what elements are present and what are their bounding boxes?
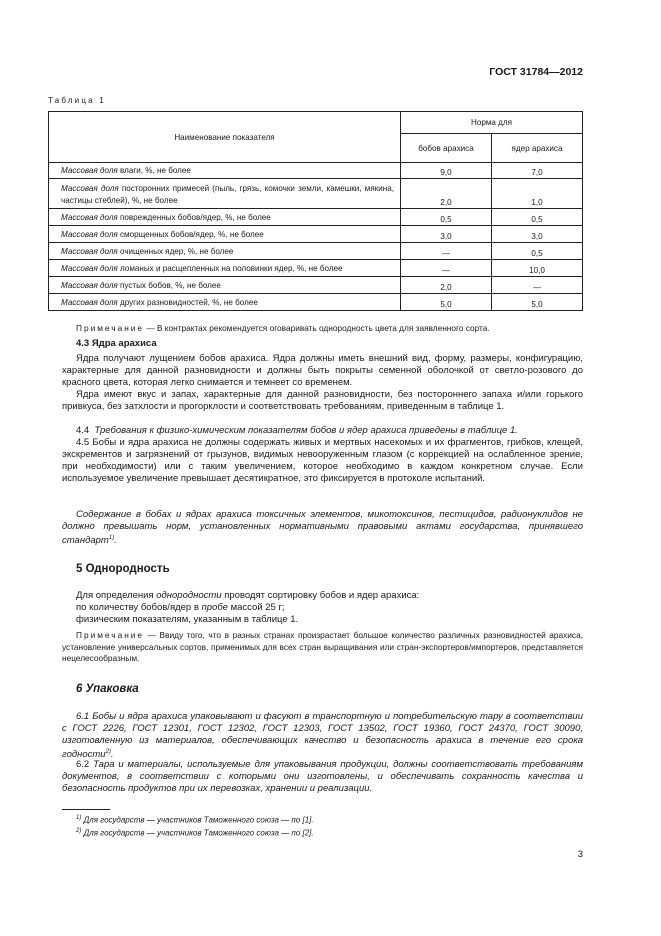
footnote-divider (62, 809, 110, 810)
table-note: Примечание — В контрактах рекомендуется оговаривать однородность цвета для заявленного сорта. (76, 323, 490, 333)
column-header-norm: Норма для (401, 112, 583, 134)
paragraph-4-4: 4.4 Требования к физико-химическим показателям бобов и ядер арахиса приведены в таблице 1. (76, 425, 518, 436)
footnote-1: $^{1)}$ Для государств — участников Таможенного союза — по [1]. (76, 815, 314, 825)
paragraph-6-2: 6.2 Тара и материалы, используемые для упаковывания продукции, должны соответствовать требованиям документов, в соответствии с которыми они изготовлены, и обеспечивать сохранность качества и безопасность продуктов при их перевозках, хранении и реализации. (62, 759, 583, 794)
section-6-heading: 6 Упаковка (76, 683, 139, 695)
section-4-3-heading: 4.3 Ядра арахиса (76, 338, 157, 349)
page-number: 3 (577, 849, 583, 860)
table-row: Массовая доля поврежденных бобов/ядер, %, не более 0,5 0,5 (49, 209, 583, 226)
table-caption: Таблица 1 (48, 96, 106, 105)
column-header-kernels: ядер арахиса (492, 134, 583, 163)
section-5-heading: 5 Однородность (76, 563, 170, 575)
table-row: Массовая доля пустых бобов, %, не более 2,0 — (49, 277, 583, 294)
column-header-beans: бобов арахиса (401, 134, 492, 163)
requirements-table (48, 111, 583, 311)
table-row: Массовая доля влаги, %, не более 9,0 7,0 (49, 163, 583, 179)
paragraph-4-3-2: Ядра имеют вкус и запах, характерные для данной разновидности, без постороннего запаха и/или горького привкуса, без затхлости и прогорклости и соответствовать требованиям, приведенным в таблице 1. (62, 389, 583, 412)
paragraph-4-5: 4.5 Бобы и ядра арахиса не должны содержать живых и мертвых насекомых и их фрагментов, грибков, клещей, экскрементов и загрязнений от грызунов, видимых невооруженным глазом (с коррекцией на ослабленное зрение, при необходимости) или с таким увеличением, которое необходимо в каждом конкретном случае. Если используемое увеличение превышает десятикратное, это фиксируется в протоколе испытаний. (62, 437, 583, 484)
section-5-line-2: по количеству бобов/ядер в пробе массой 25 г; (76, 602, 285, 613)
section-5-note: Примечание — Ввиду того, что в разных странах произрастает большое количество различных разновидностей арахиса, установление универсальных сортов, применимых для всех стран выращивания или стран-экспортеров/импортеров, представляется нецелесообразным. (62, 630, 583, 663)
table-row: Массовая доля посторонних примесей (пыль, грязь, комочки земли, камешки, мякина, частицы стеблей), %, не более 2,0 1,0 (49, 179, 583, 209)
column-header-name: Наименование показателя (49, 112, 401, 163)
section-5-line-3: физическим показателям, указанным в таблице 1. (76, 614, 299, 625)
footnote-2: $^{2)}$ Для государств — участников Таможенного союза — по [2]. (76, 828, 314, 838)
paragraph-4-3-1: Ядра получают лущением бобов арахиса. Ядра должны иметь внешний вид, форму, размеры, конфигурацию, характерные для данной разновидности и должны быть покрыты семенной оболочкой от светло-розового до красного цвета, которая легко снимается и темнеет со временем. (62, 353, 583, 388)
section-5-line-1: Для определения однородности проводят сортировку бобов и ядер арахиса: (76, 590, 420, 601)
table-row: Массовая доля очищенных ядер, %, не более — 0,5 (49, 243, 583, 260)
document-header: ГОСТ 31784—2012 (489, 66, 583, 78)
paragraph-4-5-toxins: Содержание в бобах и ядрах арахиса токсичных элементов, микотоксинов, пестицидов, радионуклидов не должно превышать норм, установленных нормативными правовыми актами государства, принявшего стандарт$^{1)}$. (62, 509, 583, 546)
table-row: Массовая доля других разновидностей, %, не более 5,0 5,0 (49, 294, 583, 311)
paragraph-6-1: 6.1 Бобы и ядра арахиса упаковывают и фасуют в транспортную и потребительскую тару в соответствии с ГОСТ 2226, ГОСТ 12301, ГОСТ 12302, ГОСТ 12303, ГОСТ 13502, ГОСТ 19360, ГОСТ 24370, ГОСТ 30090, изготовленную из материалов, обеспечивающих качество и безопасность арахиса в течение его срока годности$^{2)}$. (62, 711, 583, 760)
table-row: Массовая доля ломаных и расщепленных на половинки ядер, %, не более — 10,0 (49, 260, 583, 277)
table-row: Массовая доля сморщенных бобов/ядер, %, не более 3,0 3,0 (49, 226, 583, 243)
